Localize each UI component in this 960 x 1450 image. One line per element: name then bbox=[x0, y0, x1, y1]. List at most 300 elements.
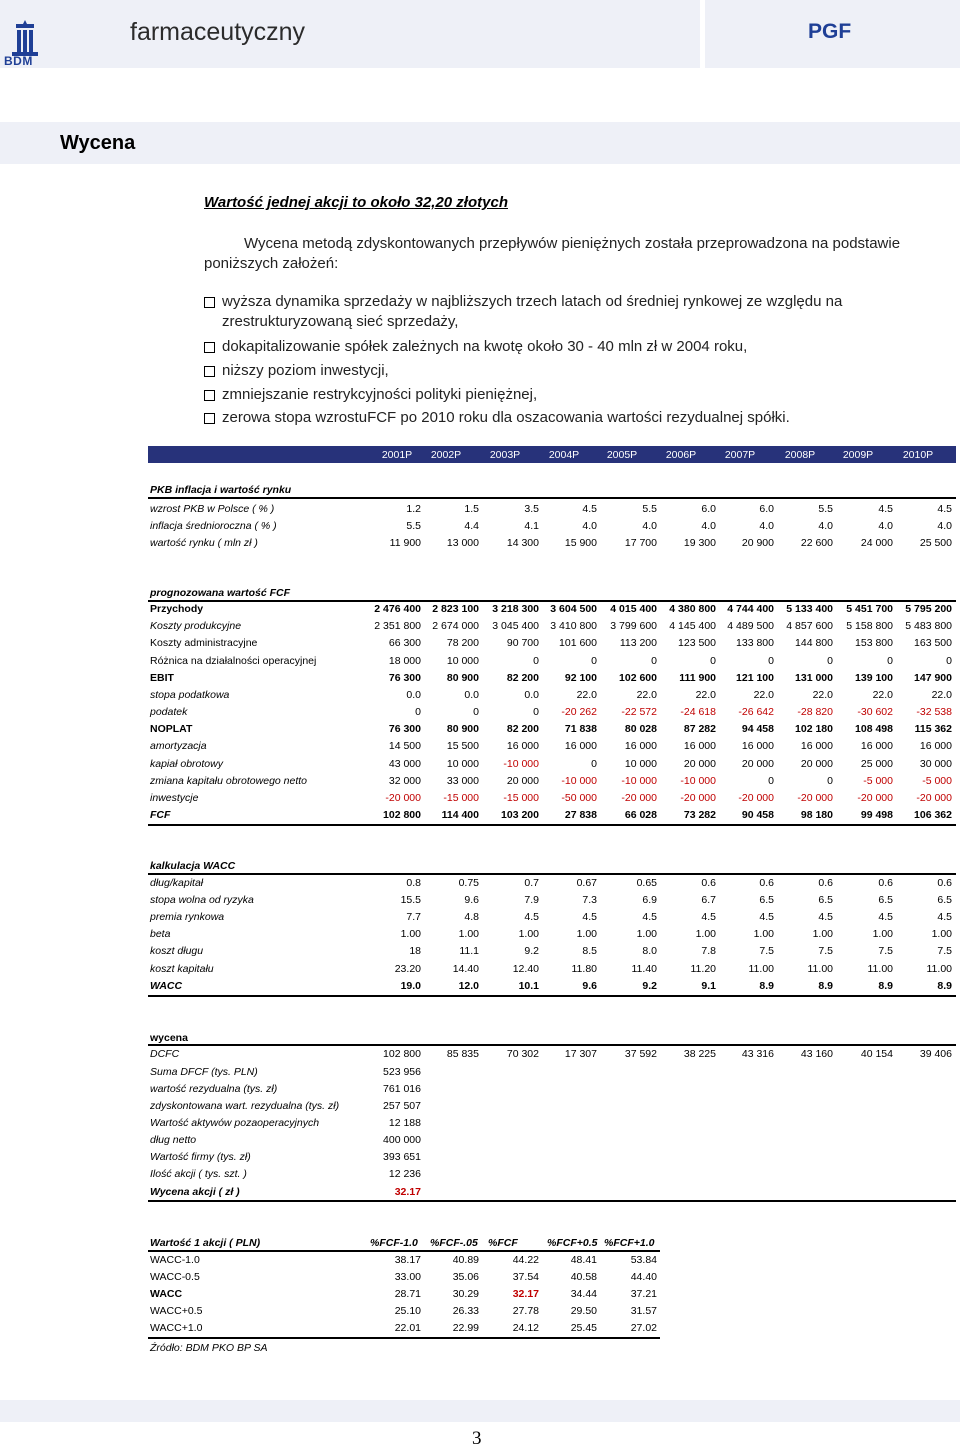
wacc-cell: 1.00 bbox=[872, 928, 893, 940]
pkb-cell: 4.0 bbox=[582, 520, 597, 532]
wacc-cell: 4.5 bbox=[582, 911, 597, 923]
fcf-row-label: kapiał obrotowy bbox=[150, 758, 223, 770]
sensitivity-cell: 33.00 bbox=[394, 1271, 421, 1283]
logo-text: BDM bbox=[4, 54, 33, 68]
sensitivity-cell: 48.41 bbox=[570, 1254, 597, 1266]
fcf-cell: 3 799 600 bbox=[610, 620, 657, 632]
page-number: 3 bbox=[472, 1428, 482, 1449]
wacc-cell: 8.5 bbox=[582, 945, 597, 957]
dcfc-cell: 70 302 bbox=[506, 1048, 539, 1060]
sensitivity-header-rule bbox=[148, 1250, 660, 1252]
sensitivity-col-header: %FCF-1.0 bbox=[370, 1237, 418, 1249]
year-header: 2005P bbox=[606, 449, 638, 461]
wacc-cell: 7.3 bbox=[582, 894, 597, 906]
fcf-cell: 16 000 bbox=[860, 740, 893, 752]
header-title: farmaceutyczny bbox=[130, 18, 306, 46]
fcf-cell: -30 602 bbox=[857, 706, 893, 718]
wacc-cell: 1.00 bbox=[753, 928, 774, 940]
wacc-cell: 1.00 bbox=[400, 928, 421, 940]
fcf-cell: -15 000 bbox=[443, 792, 479, 804]
fcf-cell: 2 351 800 bbox=[374, 620, 421, 632]
bullet-text: zmniejszanie restrykcyjności polityki pieniężnej, bbox=[222, 386, 538, 403]
pkb-cell: 4.1 bbox=[524, 520, 539, 532]
sensitivity-cell: 24.12 bbox=[512, 1322, 539, 1334]
wacc-cell: 8.9 bbox=[818, 980, 833, 992]
fcf-cell: 102 600 bbox=[619, 672, 657, 684]
fcf-cell: 18 000 bbox=[388, 655, 421, 667]
year-header: 2010P bbox=[902, 449, 934, 461]
fcf-cell: -20 262 bbox=[561, 706, 597, 718]
bullet-item bbox=[204, 408, 924, 428]
wacc-cell: 8.9 bbox=[937, 980, 952, 992]
fcf-cell: 4 857 600 bbox=[786, 620, 833, 632]
pkb-cell: 4.0 bbox=[759, 520, 774, 532]
fcf-cell: -26 642 bbox=[738, 706, 774, 718]
fcf-cell: 80 900 bbox=[446, 723, 479, 735]
wacc-cell: 11.1 bbox=[459, 945, 479, 957]
dcfc-cell: 38 225 bbox=[683, 1048, 716, 1060]
fcf-cell: 111 900 bbox=[679, 672, 716, 684]
checkbox-bullet-icon bbox=[204, 413, 215, 424]
fcf-cell: 108 498 bbox=[855, 723, 893, 735]
valuation-row-label: dług netto bbox=[150, 1134, 197, 1146]
fcf-cell: 22.0 bbox=[576, 689, 597, 701]
wacc-cell: 0.67 bbox=[576, 877, 597, 889]
valuation-row-value: 257 507 bbox=[383, 1100, 421, 1112]
wacc-cell: 7.5 bbox=[759, 945, 774, 957]
pkb-cell: 19 300 bbox=[683, 537, 716, 549]
fcf-cell: -5 000 bbox=[922, 775, 952, 787]
wacc-cell: 11.20 bbox=[690, 963, 716, 975]
wacc-cell: 9.2 bbox=[524, 945, 539, 957]
dcfc-cell: 85 835 bbox=[446, 1048, 479, 1060]
fcf-cell: 0 bbox=[768, 655, 774, 667]
wacc-cell: 14.40 bbox=[452, 963, 479, 975]
sensitivity-cell: 35.06 bbox=[452, 1271, 479, 1283]
wacc-cell: 11.00 bbox=[807, 963, 833, 975]
bullet-item bbox=[204, 337, 924, 357]
pkb-cell: 4.0 bbox=[937, 520, 952, 532]
fcf-cell: 32 000 bbox=[388, 775, 421, 787]
fcf-cell: 123 500 bbox=[678, 637, 716, 649]
fcf-row-label: inwestycje bbox=[150, 792, 199, 804]
sensitivity-cell: 34.44 bbox=[570, 1288, 597, 1300]
sensitivity-cell: 37.54 bbox=[512, 1271, 539, 1283]
fcf-cell: 5 133 400 bbox=[786, 603, 833, 615]
fcf-cell: 5 483 800 bbox=[905, 620, 952, 632]
sensitivity-row-label: WACC-1.0 bbox=[150, 1254, 200, 1266]
wacc-row-label: WACC bbox=[150, 980, 183, 992]
year-header: 2007P bbox=[724, 449, 756, 461]
sensitivity-cell: 25.10 bbox=[394, 1305, 421, 1317]
fcf-cell: 3 218 300 bbox=[492, 603, 539, 615]
wacc-row-label: stopa wolna od ryzyka bbox=[150, 894, 254, 906]
fcf-cell: 82 200 bbox=[506, 672, 539, 684]
fcf-title-rule bbox=[148, 600, 956, 602]
fcf-cell: 102 800 bbox=[383, 809, 421, 821]
pkb-cell: 4.5 bbox=[937, 503, 952, 515]
sensitivity-cell: 37.21 bbox=[630, 1288, 657, 1300]
pkb-cell: 3.5 bbox=[524, 503, 539, 515]
fcf-cell: 5 795 200 bbox=[905, 603, 952, 615]
wacc-cell: 4.5 bbox=[524, 911, 539, 923]
wacc-cell: 0.75 bbox=[458, 877, 479, 889]
fcf-cell: 3 410 800 bbox=[550, 620, 597, 632]
wacc-section-title: kalkulacja WACC bbox=[150, 860, 236, 872]
pkb-cell: 5.5 bbox=[818, 503, 833, 515]
fcf-cell: 78 200 bbox=[446, 637, 479, 649]
dcfc-cell: 37 592 bbox=[624, 1048, 657, 1060]
valuation-row-value: 12 188 bbox=[388, 1117, 421, 1129]
checkbox-bullet-icon bbox=[204, 297, 215, 308]
fcf-cell: 147 900 bbox=[914, 672, 952, 684]
fcf-cell: 0.0 bbox=[464, 689, 479, 701]
fcf-cell: 92 100 bbox=[564, 672, 597, 684]
pkb-cell: 5.5 bbox=[642, 503, 657, 515]
valuation-row-label: Wartość aktywów pozaoperacyjnych bbox=[150, 1117, 320, 1129]
intro-text: Wycena metodą zdyskontowanych przepływów pieniężnych została przeprowadzona na podstawie poniższych założeń: bbox=[204, 235, 901, 272]
fcf-cell: -10 000 bbox=[503, 758, 539, 770]
fcf-cell: 2 823 100 bbox=[432, 603, 479, 615]
wacc-cell: 1.00 bbox=[931, 928, 952, 940]
pkb-cell: 1.2 bbox=[406, 503, 421, 515]
year-header: 2006P bbox=[665, 449, 697, 461]
fcf-cell: 22.0 bbox=[636, 689, 657, 701]
fcf-cell: 76 300 bbox=[388, 672, 421, 684]
bullet-item bbox=[204, 385, 924, 405]
fcf-cell: 30 000 bbox=[919, 758, 952, 770]
wacc-cell: 6.7 bbox=[701, 894, 716, 906]
year-header: 2002P bbox=[430, 449, 462, 461]
fcf-cell: 4 380 800 bbox=[669, 603, 716, 615]
fcf-cell: 131 000 bbox=[795, 672, 833, 684]
footer-band bbox=[0, 1400, 960, 1422]
fcf-cell: 27 838 bbox=[564, 809, 597, 821]
fcf-cell: 22.0 bbox=[872, 689, 893, 701]
fcf-cell: 2 476 400 bbox=[374, 603, 421, 615]
fcf-cell: 10 000 bbox=[446, 655, 479, 667]
pkb-cell: 4.0 bbox=[642, 520, 657, 532]
wacc-cell: 6.5 bbox=[818, 894, 833, 906]
fcf-bottom-rule bbox=[148, 824, 956, 826]
wacc-cell: 1.00 bbox=[576, 928, 597, 940]
fcf-cell: 0 bbox=[827, 655, 833, 667]
pkb-cell: 5.5 bbox=[406, 520, 421, 532]
checkbox-bullet-icon bbox=[204, 390, 215, 401]
fcf-cell: 153 800 bbox=[855, 637, 893, 649]
fcf-cell: 106 362 bbox=[914, 809, 952, 821]
valuation-title-rule bbox=[148, 1044, 956, 1046]
sensitivity-cell: 40.89 bbox=[452, 1254, 479, 1266]
fcf-cell: 87 282 bbox=[683, 723, 716, 735]
fcf-cell: 66 300 bbox=[388, 637, 421, 649]
wacc-cell: 6.5 bbox=[878, 894, 893, 906]
fcf-cell: -20 000 bbox=[916, 792, 952, 804]
valuation-section-title: wycena bbox=[150, 1032, 188, 1044]
fcf-cell: 4 015 400 bbox=[610, 603, 657, 615]
fcf-cell: 113 200 bbox=[619, 637, 657, 649]
pkb-cell: 20 900 bbox=[741, 537, 774, 549]
fcf-cell: 102 180 bbox=[795, 723, 833, 735]
sensitivity-cell: 27.78 bbox=[512, 1305, 539, 1317]
wacc-cell: 4.5 bbox=[937, 911, 952, 923]
header-code: PGF bbox=[808, 20, 852, 43]
dcfc-cell: 43 316 bbox=[741, 1048, 774, 1060]
valuation-row-label: zdyskontowana wart. rezydualna (tys. zł) bbox=[150, 1100, 340, 1112]
wacc-cell: 7.5 bbox=[937, 945, 952, 957]
sensitivity-cell: 26.33 bbox=[452, 1305, 479, 1317]
valuation-row-label: Ilość akcji ( tys. szt. ) bbox=[150, 1168, 247, 1180]
fcf-cell: 80 900 bbox=[446, 672, 479, 684]
fcf-cell: 20 000 bbox=[800, 758, 833, 770]
valuation-row-label: Suma DFCF (tys. PLN) bbox=[150, 1066, 258, 1078]
year-header: 2004P bbox=[548, 449, 580, 461]
wacc-cell: 0.6 bbox=[759, 877, 774, 889]
dcfc-cell: 40 154 bbox=[860, 1048, 893, 1060]
fcf-cell: 43 000 bbox=[388, 758, 421, 770]
pkb-cell: 6.0 bbox=[701, 503, 716, 515]
wacc-cell: 9.6 bbox=[582, 980, 597, 992]
sensitivity-cell: 29.50 bbox=[570, 1305, 597, 1317]
year-header: 2003P bbox=[489, 449, 521, 461]
fcf-cell: 0 bbox=[710, 655, 716, 667]
sensitivity-row-label: WACC+0.5 bbox=[150, 1305, 203, 1317]
wacc-cell: 0.6 bbox=[818, 877, 833, 889]
year-header: 2009P bbox=[842, 449, 874, 461]
wacc-cell: 0.6 bbox=[701, 877, 716, 889]
fcf-cell: -50 000 bbox=[561, 792, 597, 804]
valuation-row-value: 523 956 bbox=[383, 1066, 421, 1078]
sensitivity-cell: 44.40 bbox=[630, 1271, 657, 1283]
fcf-cell: 4 489 500 bbox=[727, 620, 774, 632]
fcf-cell: 133 800 bbox=[736, 637, 774, 649]
fcf-cell: -20 000 bbox=[621, 792, 657, 804]
wacc-cell: 9.6 bbox=[464, 894, 479, 906]
pkb-cell: 4.5 bbox=[582, 503, 597, 515]
fcf-row-label: NOPLAT bbox=[150, 723, 193, 735]
wacc-row-label: dług/kapitał bbox=[150, 877, 204, 889]
sensitivity-col-header: %FCF+0.5 bbox=[547, 1237, 598, 1249]
wacc-cell: 8.9 bbox=[759, 980, 774, 992]
pkb-cell: 13 000 bbox=[446, 537, 479, 549]
pkb-cell: 11 900 bbox=[389, 537, 421, 549]
wacc-cell: 0.6 bbox=[937, 877, 952, 889]
wacc-cell: 11.80 bbox=[571, 963, 597, 975]
wacc-cell: 11.00 bbox=[926, 963, 952, 975]
bullet-text: niższy poziom inwestycji, bbox=[222, 362, 389, 379]
wacc-cell: 7.7 bbox=[406, 911, 421, 923]
wacc-cell: 11.00 bbox=[867, 963, 893, 975]
fcf-cell: 0 bbox=[473, 706, 479, 718]
wacc-cell: 9.2 bbox=[642, 980, 657, 992]
bullet-text: dokapitalizowanie spółek zależnych na kwotę około 30 - 40 mln zł w 2004 roku, bbox=[222, 338, 748, 355]
fcf-cell: -20 000 bbox=[680, 792, 716, 804]
fcf-cell: 16 000 bbox=[683, 740, 716, 752]
dcfc-cell: 17 307 bbox=[564, 1048, 597, 1060]
fcf-row-label: Koszty produkcyjne bbox=[150, 620, 242, 632]
fcf-cell: 0.0 bbox=[406, 689, 421, 701]
fcf-cell: 94 458 bbox=[741, 723, 774, 735]
fcf-cell: 4 744 400 bbox=[727, 603, 774, 615]
fcf-cell: 14 500 bbox=[388, 740, 421, 752]
fcf-cell: 16 000 bbox=[564, 740, 597, 752]
fcf-cell: -10 000 bbox=[621, 775, 657, 787]
fcf-cell: -22 572 bbox=[621, 706, 657, 718]
fcf-cell: 0 bbox=[887, 655, 893, 667]
wacc-cell: 6.5 bbox=[937, 894, 952, 906]
section-title: Wycena bbox=[60, 132, 136, 154]
fcf-cell: 0 bbox=[591, 758, 597, 770]
fcf-cell: -28 820 bbox=[797, 706, 833, 718]
sensitivity-row-label: WACC+1.0 bbox=[150, 1322, 203, 1334]
intro-paragraph bbox=[204, 234, 924, 274]
fcf-cell: 20 000 bbox=[506, 775, 539, 787]
fcf-cell: 3 604 500 bbox=[550, 603, 597, 615]
fcf-row-label: Różnica na działalności operacyjnej bbox=[150, 655, 317, 667]
fcf-cell: 73 282 bbox=[683, 809, 716, 821]
valuation-bottom-rule bbox=[148, 1200, 956, 1202]
fcf-cell: 22.0 bbox=[812, 689, 833, 701]
sensitivity-col-header: %FCF-.05 bbox=[430, 1237, 478, 1249]
wacc-row-label: koszt długu bbox=[150, 945, 204, 957]
fcf-cell: 0 bbox=[827, 775, 833, 787]
fcf-cell: 4 145 400 bbox=[669, 620, 716, 632]
pkb-cell: 4.0 bbox=[878, 520, 893, 532]
wacc-cell: 6.9 bbox=[642, 894, 657, 906]
wacc-cell: 9.1 bbox=[701, 980, 716, 992]
fcf-cell: -32 538 bbox=[916, 706, 952, 718]
sensitivity-cell: 44.22 bbox=[512, 1254, 539, 1266]
year-header: 2008P bbox=[784, 449, 816, 461]
fcf-row-label: stopa podatkowa bbox=[150, 689, 230, 701]
pkb-row-label: wartość rynku ( mln zł ) bbox=[150, 537, 258, 549]
wacc-cell: 15.5 bbox=[400, 894, 421, 906]
fcf-cell: 0 bbox=[946, 655, 952, 667]
dcfc-cell: 102 800 bbox=[383, 1048, 421, 1060]
wacc-cell: 0.6 bbox=[878, 877, 893, 889]
fcf-row-label: Koszty administracyjne bbox=[150, 637, 258, 649]
bullet-text: zerowa stopa wzrostuFCF po 2010 roku dla oszacowania wartości rezydualnej spółki. bbox=[222, 409, 790, 426]
dcfc-cell: 43 160 bbox=[800, 1048, 833, 1060]
wacc-cell: 7.5 bbox=[818, 945, 833, 957]
wacc-cell: 1.00 bbox=[695, 928, 716, 940]
wacc-cell: 11.00 bbox=[748, 963, 774, 975]
fcf-cell: 5 158 800 bbox=[846, 620, 893, 632]
sensitivity-cell: 40.58 bbox=[570, 1271, 597, 1283]
wacc-row-label: premia rynkowa bbox=[150, 911, 225, 923]
fcf-cell: 98 180 bbox=[800, 809, 833, 821]
sensitivity-cell: 30.29 bbox=[452, 1288, 479, 1300]
wacc-cell: 0.65 bbox=[636, 877, 657, 889]
fcf-cell: 80 028 bbox=[624, 723, 657, 735]
fcf-cell: 16 000 bbox=[506, 740, 539, 752]
sensitivity-col-header: %FCF+1.0 bbox=[604, 1237, 655, 1249]
fcf-cell: 103 200 bbox=[501, 809, 539, 821]
wacc-cell: 8.9 bbox=[878, 980, 893, 992]
fcf-cell: 90 458 bbox=[741, 809, 774, 821]
wacc-cell: 0.8 bbox=[406, 877, 421, 889]
sensitivity-cell: 22.99 bbox=[452, 1322, 479, 1334]
fcf-cell: 33 000 bbox=[446, 775, 479, 787]
wacc-cell: 4.5 bbox=[878, 911, 893, 923]
wacc-bottom-rule bbox=[148, 995, 956, 997]
fcf-cell: -20 000 bbox=[385, 792, 421, 804]
valuation-row-value: 761 016 bbox=[383, 1083, 421, 1095]
sensitivity-cell: 31.57 bbox=[630, 1305, 657, 1317]
bullet-item bbox=[204, 361, 924, 381]
pkb-row-label: inflacja średnioroczna ( % ) bbox=[150, 520, 277, 532]
pkb-cell: 17 700 bbox=[624, 537, 657, 549]
sensitivity-cell: 25.45 bbox=[570, 1322, 597, 1334]
fcf-cell: 71 838 bbox=[564, 723, 597, 735]
sensitivity-cell: 38.17 bbox=[394, 1254, 421, 1266]
sensitivity-col-header: %FCF bbox=[488, 1237, 518, 1249]
fcf-section-title: prognozowana wartość FCF bbox=[150, 587, 291, 599]
wacc-cell: 0.7 bbox=[524, 877, 539, 889]
fcf-cell: 25 000 bbox=[860, 758, 893, 770]
fcf-cell: 10 000 bbox=[624, 758, 657, 770]
fcf-cell: 2 674 000 bbox=[432, 620, 479, 632]
wacc-cell: 1.00 bbox=[636, 928, 657, 940]
wacc-title-rule bbox=[148, 873, 956, 875]
wacc-cell: 23.20 bbox=[394, 963, 421, 975]
fcf-row-label: EBIT bbox=[150, 672, 174, 684]
sensitivity-cell: 22.01 bbox=[394, 1322, 421, 1334]
fcf-row-label: Przychody bbox=[150, 603, 204, 615]
fcf-cell: 163 500 bbox=[914, 637, 952, 649]
fcf-cell: 20 000 bbox=[683, 758, 716, 770]
fcf-cell: 0 bbox=[533, 706, 539, 718]
wacc-row-label: koszt kapitału bbox=[150, 963, 214, 975]
wacc-cell: 10.1 bbox=[518, 980, 539, 992]
fcf-cell: -10 000 bbox=[680, 775, 716, 787]
dcfc-cell: 39 406 bbox=[919, 1048, 952, 1060]
pkb-cell: 1.5 bbox=[464, 503, 479, 515]
wacc-cell: 7.5 bbox=[878, 945, 893, 957]
sensitivity-row-label: WACC-0.5 bbox=[150, 1271, 200, 1283]
fcf-cell: 99 498 bbox=[860, 809, 893, 821]
fcf-cell: 16 000 bbox=[741, 740, 774, 752]
wacc-cell: 12.40 bbox=[512, 963, 539, 975]
fcf-cell: 82 200 bbox=[506, 723, 539, 735]
valuation-row-label: Wartość firmy (tys. zł) bbox=[150, 1151, 251, 1163]
checkbox-bullet-icon bbox=[204, 366, 215, 377]
fcf-cell: 0 bbox=[651, 655, 657, 667]
fcf-cell: 20 000 bbox=[741, 758, 774, 770]
wacc-cell: 4.5 bbox=[642, 911, 657, 923]
pkb-cell: 4.4 bbox=[464, 520, 479, 532]
wacc-cell: 7.8 bbox=[701, 945, 716, 957]
valuation-row-label: wartość rezydualna (tys. zł) bbox=[150, 1083, 278, 1095]
fcf-cell: 22.0 bbox=[695, 689, 716, 701]
wacc-cell: 11.40 bbox=[631, 963, 657, 975]
pkb-cell: 4.5 bbox=[878, 503, 893, 515]
fcf-cell: 5 451 700 bbox=[846, 603, 893, 615]
wacc-cell: 4.5 bbox=[701, 911, 716, 923]
fcf-cell: 16 000 bbox=[919, 740, 952, 752]
pkb-row-label: wzrost PKB w Polsce ( % ) bbox=[150, 503, 275, 515]
pkb-cell: 25 500 bbox=[919, 537, 952, 549]
wacc-cell: 19.0 bbox=[400, 980, 421, 992]
fcf-row-label: amortyzacja bbox=[150, 740, 207, 752]
source-note: Źródło: BDM PKO BP SA bbox=[150, 1342, 268, 1354]
pkb-cell: 15 900 bbox=[564, 537, 597, 549]
fcf-cell: -20 000 bbox=[857, 792, 893, 804]
fcf-cell: 3 045 400 bbox=[492, 620, 539, 632]
wacc-cell: 1.00 bbox=[812, 928, 833, 940]
lead-headline: Wartość jednej akcji to około 32,20 złotych bbox=[204, 194, 508, 211]
valuation-row-value: 393 651 bbox=[383, 1151, 421, 1163]
